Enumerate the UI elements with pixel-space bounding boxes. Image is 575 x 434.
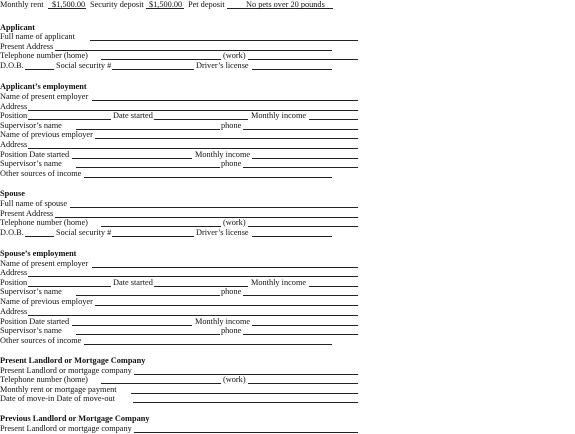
spouse-phone-work-label: (work) [223,218,246,227]
applicant-name-field[interactable] [90,40,358,41]
app-emp-monthly-income-field[interactable] [309,119,358,120]
sp-emp-position-date-label: Position Date started [0,317,70,326]
app-emp-address2-field[interactable] [28,148,358,149]
app-emp-present-employer-field[interactable] [92,100,358,101]
app-emp-phone-field[interactable] [243,129,358,130]
spouse-dob-field[interactable] [25,236,54,237]
sp-emp-address-label: Address [0,268,28,277]
sp-emp-monthly-income2-field[interactable] [252,325,358,326]
sp-emp-date-started-label: Date started [113,278,153,287]
applicant-employment-heading-text: Applicant’s employment [0,82,87,91]
sp-emp-supervisor2-label: Supervisor’s name [0,326,62,335]
security-deposit-value: $1,500.00 [149,0,183,9]
pet-deposit-label: Pet deposit [188,0,225,9]
app-emp-other-income-field[interactable] [84,177,332,178]
present-landlord-move-field[interactable] [133,402,358,403]
app-emp-address-field[interactable] [28,110,358,111]
present-landlord-move-label: Date of move-in Date of move-out [0,394,115,403]
app-emp-position-date-label: Position Date started [0,150,70,159]
app-emp-supervisor-label: Supervisor’s name [0,121,62,130]
spouse-employment-heading-text: Spouse’s employment [0,249,77,258]
spouse-ssn-label: Social security # [56,228,112,237]
applicant-phone-work-field[interactable] [248,59,358,60]
sp-emp-supervisor2-field[interactable] [76,334,220,335]
applicant-dob-label: D.O.B. [0,61,24,70]
app-emp-present-employer-label: Name of present employer [0,92,89,101]
spouse-address-label: Present Address [0,209,54,218]
present-landlord-phone-home-field[interactable] [101,383,221,384]
present-landlord-phone-home-label: Telephone number (home) [0,375,88,384]
sp-emp-previous-employer-label: Name of previous employer [0,297,93,306]
present-landlord-payment-label: Monthly rent or mortgage payment [0,385,117,394]
applicant-address-label: Present Address [0,42,54,51]
spouse-heading-text: Spouse [0,189,25,198]
app-emp-monthly-income2-field[interactable] [252,158,358,159]
spouse-license-field[interactable] [252,236,332,237]
sp-emp-address-field[interactable] [28,276,358,277]
app-emp-monthly-income-label: Monthly income [251,111,307,120]
sp-emp-present-employer-field[interactable] [92,267,358,268]
sp-emp-phone-field[interactable] [243,295,358,296]
monthly-rent-label: Monthly rent [0,0,44,9]
sp-emp-address2-label: Address [0,307,28,316]
app-emp-other-income-label: Other sources of income [0,169,82,178]
app-emp-monthly-income2-label: Monthly income [195,150,251,159]
sp-emp-supervisor-label: Supervisor’s name [0,287,62,296]
sp-emp-supervisor-field[interactable] [76,295,220,296]
sp-emp-position-date-field[interactable] [72,325,192,326]
previous-landlord-company-field[interactable] [134,432,358,433]
sp-emp-position-label: Position [0,278,28,287]
applicant-ssn-field[interactable] [112,69,194,70]
sp-emp-previous-employer-field[interactable] [95,305,358,306]
applicant-dob-field[interactable] [25,69,54,70]
present-landlord-heading-text: Present Landlord or Mortgage Company [0,356,146,365]
sp-emp-monthly-income-field[interactable] [309,286,358,287]
app-emp-supervisor-field[interactable] [76,129,220,130]
app-emp-date-started-label: Date started [113,111,153,120]
app-emp-supervisor2-field[interactable] [76,167,220,168]
sp-emp-address2-field[interactable] [28,315,358,316]
spouse-phone-home-field[interactable] [101,226,221,227]
spouse-address-field[interactable] [55,217,358,218]
present-landlord-payment-field[interactable] [131,393,358,394]
present-landlord-company-label: Present Landlord or mortgage company [0,366,132,375]
pet-deposit-value: No pets over 20 pounds [246,0,325,9]
sp-emp-monthly-income2-label: Monthly income [195,317,251,326]
present-landlord-phone-work-field[interactable] [248,383,358,384]
spouse-phone-work-field[interactable] [248,226,358,227]
spouse-ssn-field[interactable] [112,236,194,237]
applicant-name-label: Full name of applicant [0,32,75,41]
spouse-name-label: Full name of spouse [0,199,68,208]
spouse-phone-home-label: Telephone number (home) [0,218,88,227]
app-emp-previous-employer-label: Name of previous employer [0,130,93,139]
spouse-name-field[interactable] [70,207,358,208]
app-emp-address-label: Address [0,102,28,111]
applicant-ssn-label: Social security # [56,61,112,70]
sp-emp-phone2-label: phone [221,326,242,335]
app-emp-phone2-field[interactable] [243,167,358,168]
previous-landlord-heading-text: Previous Landlord or Mortgage Company [0,414,150,423]
present-landlord-phone-work-label: (work) [223,375,246,384]
app-emp-address2-label: Address [0,140,28,149]
sp-emp-phone2-field[interactable] [243,334,358,335]
applicant-phone-home-label: Telephone number (home) [0,51,88,60]
app-emp-previous-employer-field[interactable] [95,138,358,139]
applicant-address-field[interactable] [55,50,332,51]
sp-emp-other-income-field[interactable] [84,344,332,345]
spouse-license-label: Driver’s license [196,228,249,237]
applicant-phone-work-label: (work) [223,51,246,60]
spouse-dob-label: D.O.B. [0,228,24,237]
sp-emp-monthly-income-label: Monthly income [251,278,307,287]
applicant-phone-home-field[interactable] [101,59,221,60]
app-emp-phone-label: phone [221,121,242,130]
app-emp-position-field[interactable] [28,119,111,120]
security-deposit-label: Security deposit [90,0,144,9]
applicant-license-field[interactable] [252,69,332,70]
app-emp-position-date-field[interactable] [72,158,192,159]
applicant-heading-text: Applicant [0,23,36,32]
monthly-rent-value: $1,500.00 [52,0,86,9]
app-emp-date-started-field[interactable] [154,119,248,120]
present-landlord-company-field[interactable] [134,374,358,375]
app-emp-phone2-label: phone [221,159,242,168]
app-emp-supervisor2-label: Supervisor’s name [0,159,62,168]
sp-emp-other-income-label: Other sources of income [0,336,82,345]
sp-emp-present-employer-label: Name of present employer [0,259,89,268]
previous-landlord-company-label: Present Landlord or mortgage company [0,424,132,433]
app-emp-position-label: Position [0,111,28,120]
sp-emp-phone-label: phone [221,287,242,296]
applicant-license-label: Driver’s license [196,61,249,70]
